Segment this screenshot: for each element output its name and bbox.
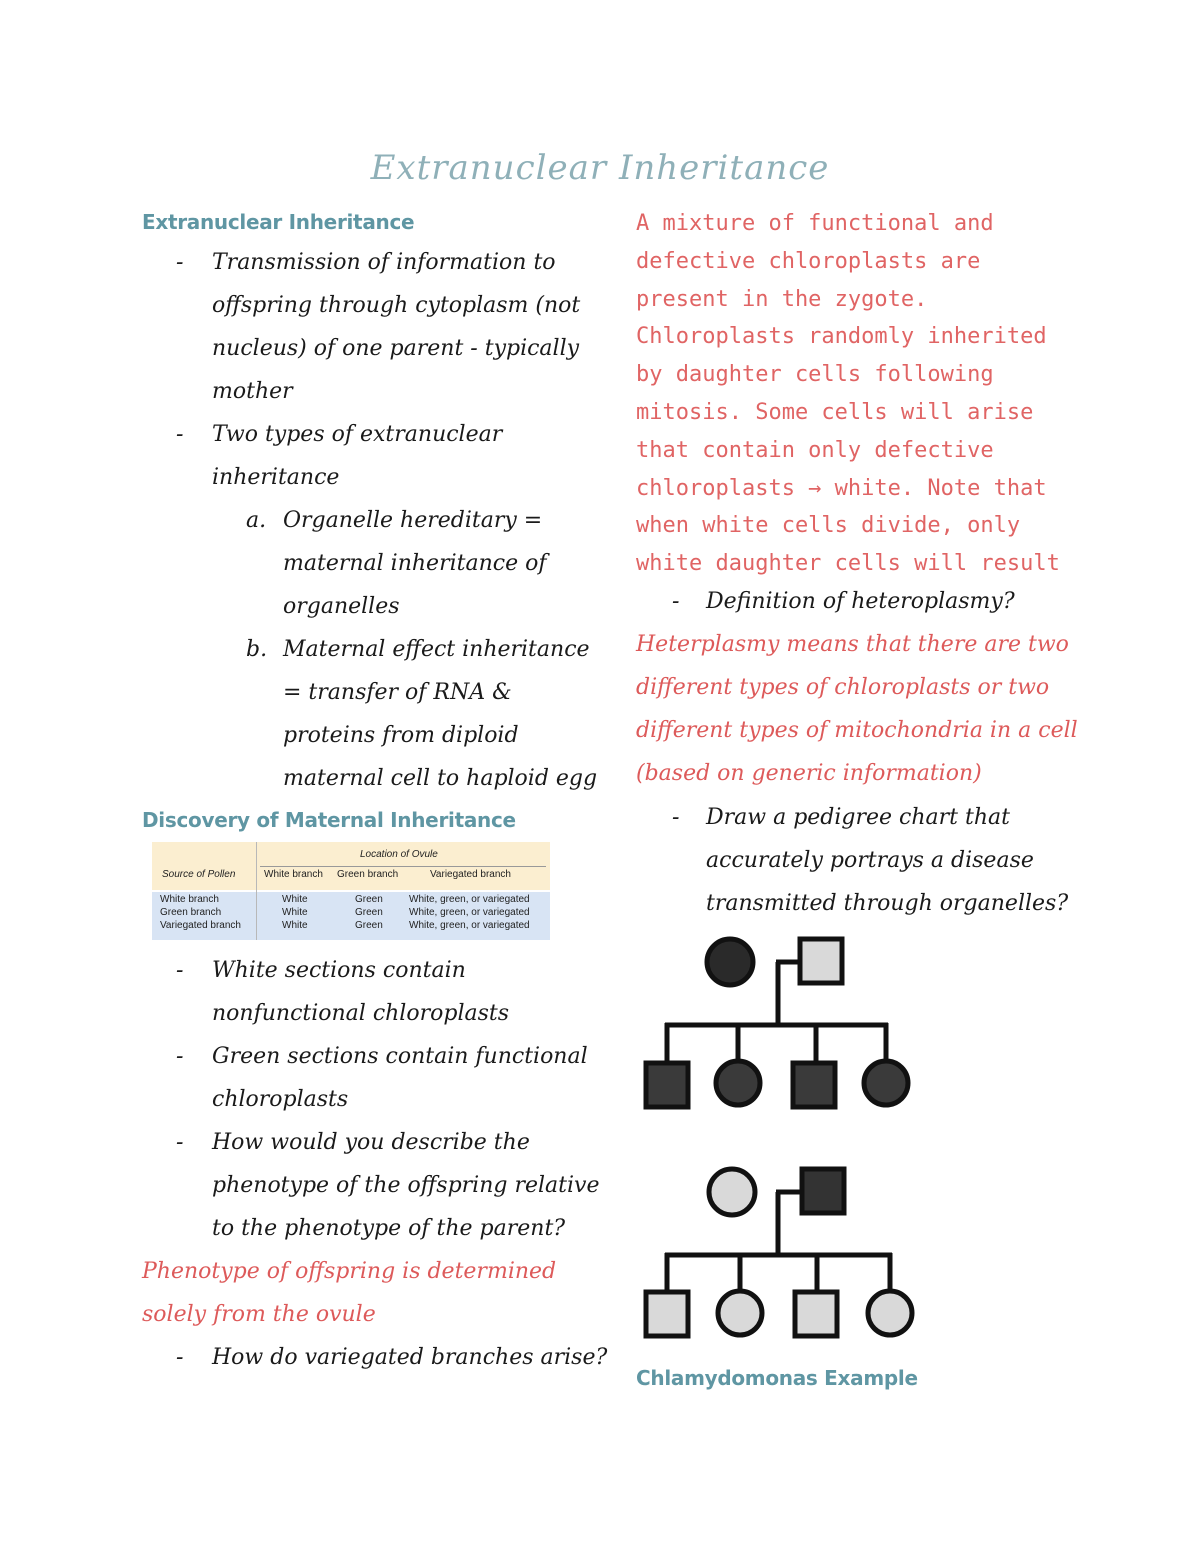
text-line: Maternal effect inheritance xyxy=(283,637,590,662)
ovule-table xyxy=(152,842,550,940)
table-group-header: Location of Ovule xyxy=(360,849,438,860)
answer-phenotype xyxy=(142,1250,556,1336)
bullet-two-types xyxy=(212,413,502,499)
bullet-variegated-question: How do variegated branches arise? xyxy=(212,1345,608,1370)
text-line: Heterplasmy means that there are two xyxy=(636,632,1069,657)
sub-item-organelle xyxy=(283,499,546,628)
table-cell: White, green, or variegated xyxy=(409,894,530,905)
bullet-dash: - xyxy=(176,1044,184,1069)
text-line: Draw a pedigree chart that xyxy=(706,805,1010,830)
pedigree-chart-paternal xyxy=(620,1155,930,1350)
table-cell: Green branch xyxy=(160,907,222,918)
text-line: Two types of extranuclear xyxy=(212,422,503,447)
text-line: that contain only defective xyxy=(636,437,994,463)
unaffected-daughter-circle xyxy=(868,1291,912,1335)
text-line: different types of mitochondria in a cell xyxy=(636,718,1078,743)
table-rule xyxy=(260,866,546,867)
text-line: proteins from diploid xyxy=(283,723,519,748)
text-line: maternal cell to haploid egg xyxy=(283,766,598,791)
table-cell: Green xyxy=(355,894,383,905)
table-cell: White xyxy=(282,920,308,931)
answer-heteroplasmy xyxy=(636,623,1078,795)
text-line: when white cells divide, only xyxy=(636,513,1021,539)
text-line: (based on generic information) xyxy=(636,761,982,786)
affected-father-square xyxy=(802,1169,844,1213)
answer-variegated xyxy=(636,205,1060,583)
table-cell: White xyxy=(282,894,308,905)
text-line: phenotype of the offspring relative xyxy=(212,1173,600,1198)
text-line: White sections contain xyxy=(212,958,466,983)
bullet-heteroplasmy: Definition of heteroplasmy? xyxy=(706,589,1015,614)
bullet-pedigree-question xyxy=(706,796,1068,925)
text-line: mitosis. Some cells will arise xyxy=(636,399,1034,425)
table-col-header: Source of Pollen xyxy=(162,869,236,880)
bullet-green-sections xyxy=(212,1035,588,1121)
bullet-dash: - xyxy=(672,805,680,830)
text-line: nucleus) of one parent - typically xyxy=(212,336,580,361)
page-title: Extranuclear Inheritance xyxy=(370,148,830,188)
affected-son-square xyxy=(646,1063,688,1107)
affected-daughter-circle xyxy=(716,1061,760,1105)
text-line: defective chloroplasts are xyxy=(636,248,981,274)
table-cell: White branch xyxy=(160,894,219,905)
text-line: different types of chloroplasts or two xyxy=(636,675,1050,700)
list-marker-b: b. xyxy=(246,637,268,662)
text-line: offspring through cytoplasm (not xyxy=(212,293,581,318)
text-line: white daughter cells will result xyxy=(636,551,1060,577)
bullet-dash: - xyxy=(672,589,680,614)
list-marker-a: a. xyxy=(246,508,267,533)
bullet-dash: - xyxy=(176,1130,184,1155)
bullet-phenotype-question xyxy=(212,1121,599,1250)
text-line: accurately portrays a disease xyxy=(706,848,1034,873)
text-line: = transfer of RNA & xyxy=(283,680,512,705)
text-line: solely from the ovule xyxy=(142,1302,376,1327)
text-line: Chloroplasts randomly inherited xyxy=(636,324,1047,350)
text-line: inheritance xyxy=(212,465,340,490)
text-line: transmitted through organelles? xyxy=(706,891,1069,916)
bullet-dash: - xyxy=(176,422,184,447)
bullet-white-sections xyxy=(212,949,509,1035)
unaffected-son-square xyxy=(795,1292,837,1336)
table-cell: White xyxy=(282,907,308,918)
bullet-dash: - xyxy=(176,1345,184,1370)
bullet-dash: - xyxy=(176,958,184,983)
text-line: present in the zygote. xyxy=(636,286,928,312)
bullet-dash: - xyxy=(176,250,184,275)
sub-item-maternal-effect xyxy=(283,628,597,800)
table-col-header: Green branch xyxy=(337,869,399,880)
table-cell: Green xyxy=(355,920,383,931)
section-heading-extranuclear: Extranuclear Inheritance xyxy=(142,210,415,234)
bullet-transmission xyxy=(212,241,580,413)
affected-daughter-circle xyxy=(864,1061,908,1105)
text-line: organelles xyxy=(283,594,400,619)
text-line: Green sections contain functional xyxy=(212,1044,588,1069)
text-line: Organelle hereditary = xyxy=(283,508,543,533)
affected-mother-circle xyxy=(707,939,753,985)
affected-son-square xyxy=(793,1063,835,1107)
table-cell: White, green, or variegated xyxy=(409,920,530,931)
text-line: nonfunctional chloroplasts xyxy=(212,1001,510,1026)
unaffected-son-square xyxy=(646,1292,688,1336)
text-line: Transmission of information to xyxy=(212,250,556,275)
section-heading-discovery: Discovery of Maternal Inheritance xyxy=(142,808,516,832)
table-col-header: White branch xyxy=(264,869,323,880)
text-line: mother xyxy=(212,379,293,404)
text-line: chloroplasts xyxy=(212,1087,349,1112)
unaffected-father-square xyxy=(800,939,842,983)
table-col-header: Variegated branch xyxy=(430,869,511,880)
pedigree-chart-maternal xyxy=(620,925,930,1120)
text-line: Phenotype of offspring is determined xyxy=(142,1259,557,1284)
unaffected-mother-circle xyxy=(709,1169,755,1215)
text-line: How would you describe the xyxy=(212,1130,530,1155)
text-line: A mixture of functional and xyxy=(636,211,994,236)
text-line: to the phenotype of the parent? xyxy=(212,1216,566,1241)
table-cell: Green xyxy=(355,907,383,918)
section-heading-chlamydomonas: Chlamydomonas Example xyxy=(636,1366,918,1390)
unaffected-daughter-circle xyxy=(718,1291,762,1335)
text-line: maternal inheritance of xyxy=(283,551,547,576)
table-cell: White, green, or variegated xyxy=(409,907,530,918)
table-divider xyxy=(256,842,257,940)
table-cell: Variegated branch xyxy=(160,920,241,931)
text-line: by daughter cells following xyxy=(636,362,994,388)
text-line: chloroplasts → white. Note that xyxy=(636,475,1047,501)
